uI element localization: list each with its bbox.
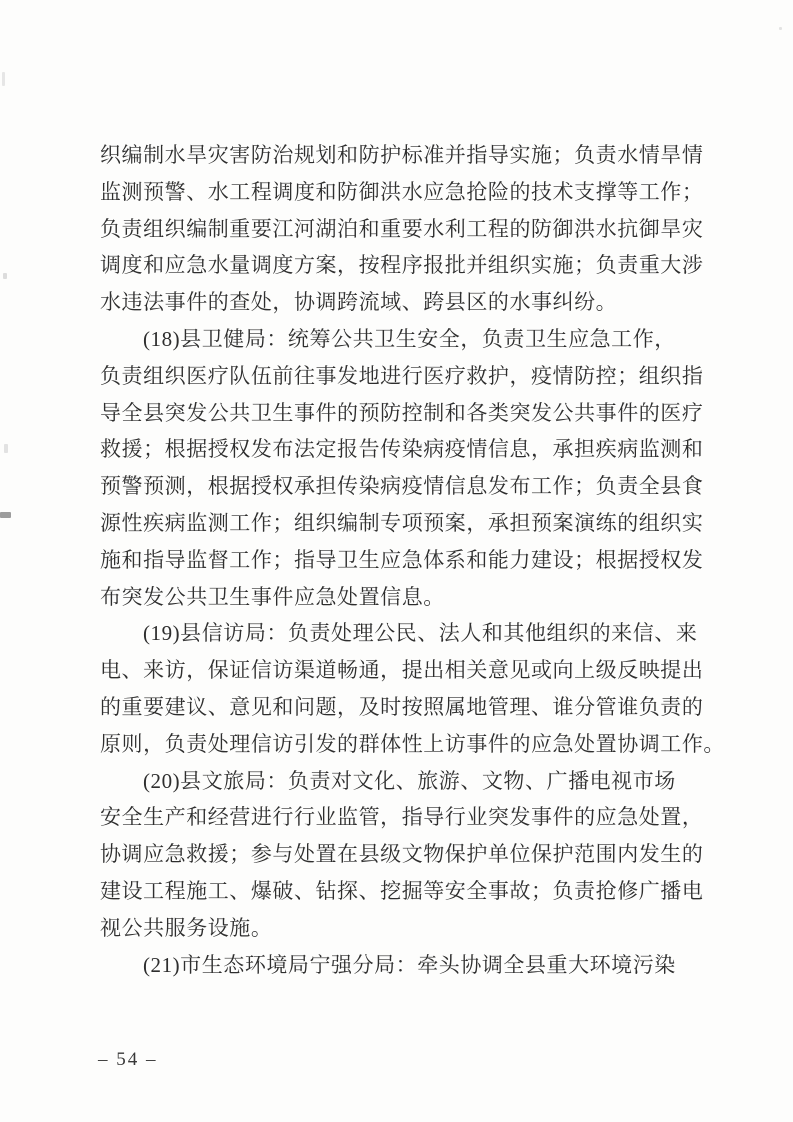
text-line: 协调应急救援；参与处置在县级文物保护单位保护范围内发生的 [100, 842, 704, 867]
text-line: 的重要建议、意见和问题，及时按照属地管理、谁分管谁负责的 [100, 694, 704, 719]
text-line: 原则，负责处理信访引发的群体性上访事件的应急处置协调工作。 [100, 731, 725, 756]
text-line: (19)县信访局：负责处理公民、法人和其他组织的来信、来 [143, 621, 698, 646]
text-line: 调度和应急水量调度方案，按程序报批并组织实施；负责重大涉 [100, 253, 704, 278]
text-line: 救援；根据授权发布法定报告传染病疫情信息，承担疾病监测和 [100, 437, 704, 462]
document-body [100, 137, 725, 983]
text-line: 施和指导监督工作；指导卫生应急体系和能力建设；根据授权发 [100, 547, 704, 572]
text-line: 建设工程施工、爆破、钻探、挖掘等安全事故；负责抢修广播电 [100, 878, 704, 903]
text-line: 负责组织编制重要江河湖泊和重要水利工程的防御洪水抗御旱灾 [100, 216, 704, 241]
page-number: – 54 – [98, 1049, 158, 1070]
text-line: 安全生产和经营进行行业监管，指导行业突发事件的应急处置， [100, 805, 704, 830]
text-line: 水违法事件的查处，协调跨流域、跨县区的水事纠纷。 [100, 290, 618, 315]
text-line: 视公共服务设施。 [100, 915, 273, 940]
scan-artifact [779, 27, 782, 30]
text-line: 源性疾病监测工作；组织编制专项预案，承担预案演练的组织实 [100, 510, 704, 535]
scan-artifact [0, 512, 11, 518]
text-line: 预警预测，根据授权承担传染病疫情信息发布工作；负责全县食 [100, 474, 704, 499]
text-line: 织编制水旱灾害防治规划和防护标准并指导实施；负责水情旱情 [100, 143, 704, 167]
text-line: 负责组织医疗队伍前往事发地进行医疗救护，疫情防控；组织指 [100, 363, 704, 388]
text-line: 监测预警、水工程调度和防御洪水应急抢险的技术支撑等工作； [100, 179, 704, 204]
text-line: (20)县文旅局：负责对文化、旅游、文物、广播电视市场 [143, 768, 676, 793]
text-line: 电、来访，保证信访渠道畅通，提出相关意见或向上级反映提出 [100, 658, 704, 683]
text-line: (18)县卫健局：统筹公共卫生安全，负责卫生应急工作， [143, 326, 676, 351]
text-line: 布突发公共卫生事件应急处置信息。 [100, 584, 445, 609]
scan-artifact [2, 72, 5, 86]
scan-artifact [3, 273, 7, 279]
text-line: 导全县突发公共卫生事件的预防控制和各类突发公共事件的医疗 [100, 400, 704, 425]
text-line: (21)市生态环境局宁强分局：牵头协调全县重大环境污染 [143, 952, 676, 977]
scan-artifact [4, 444, 8, 453]
